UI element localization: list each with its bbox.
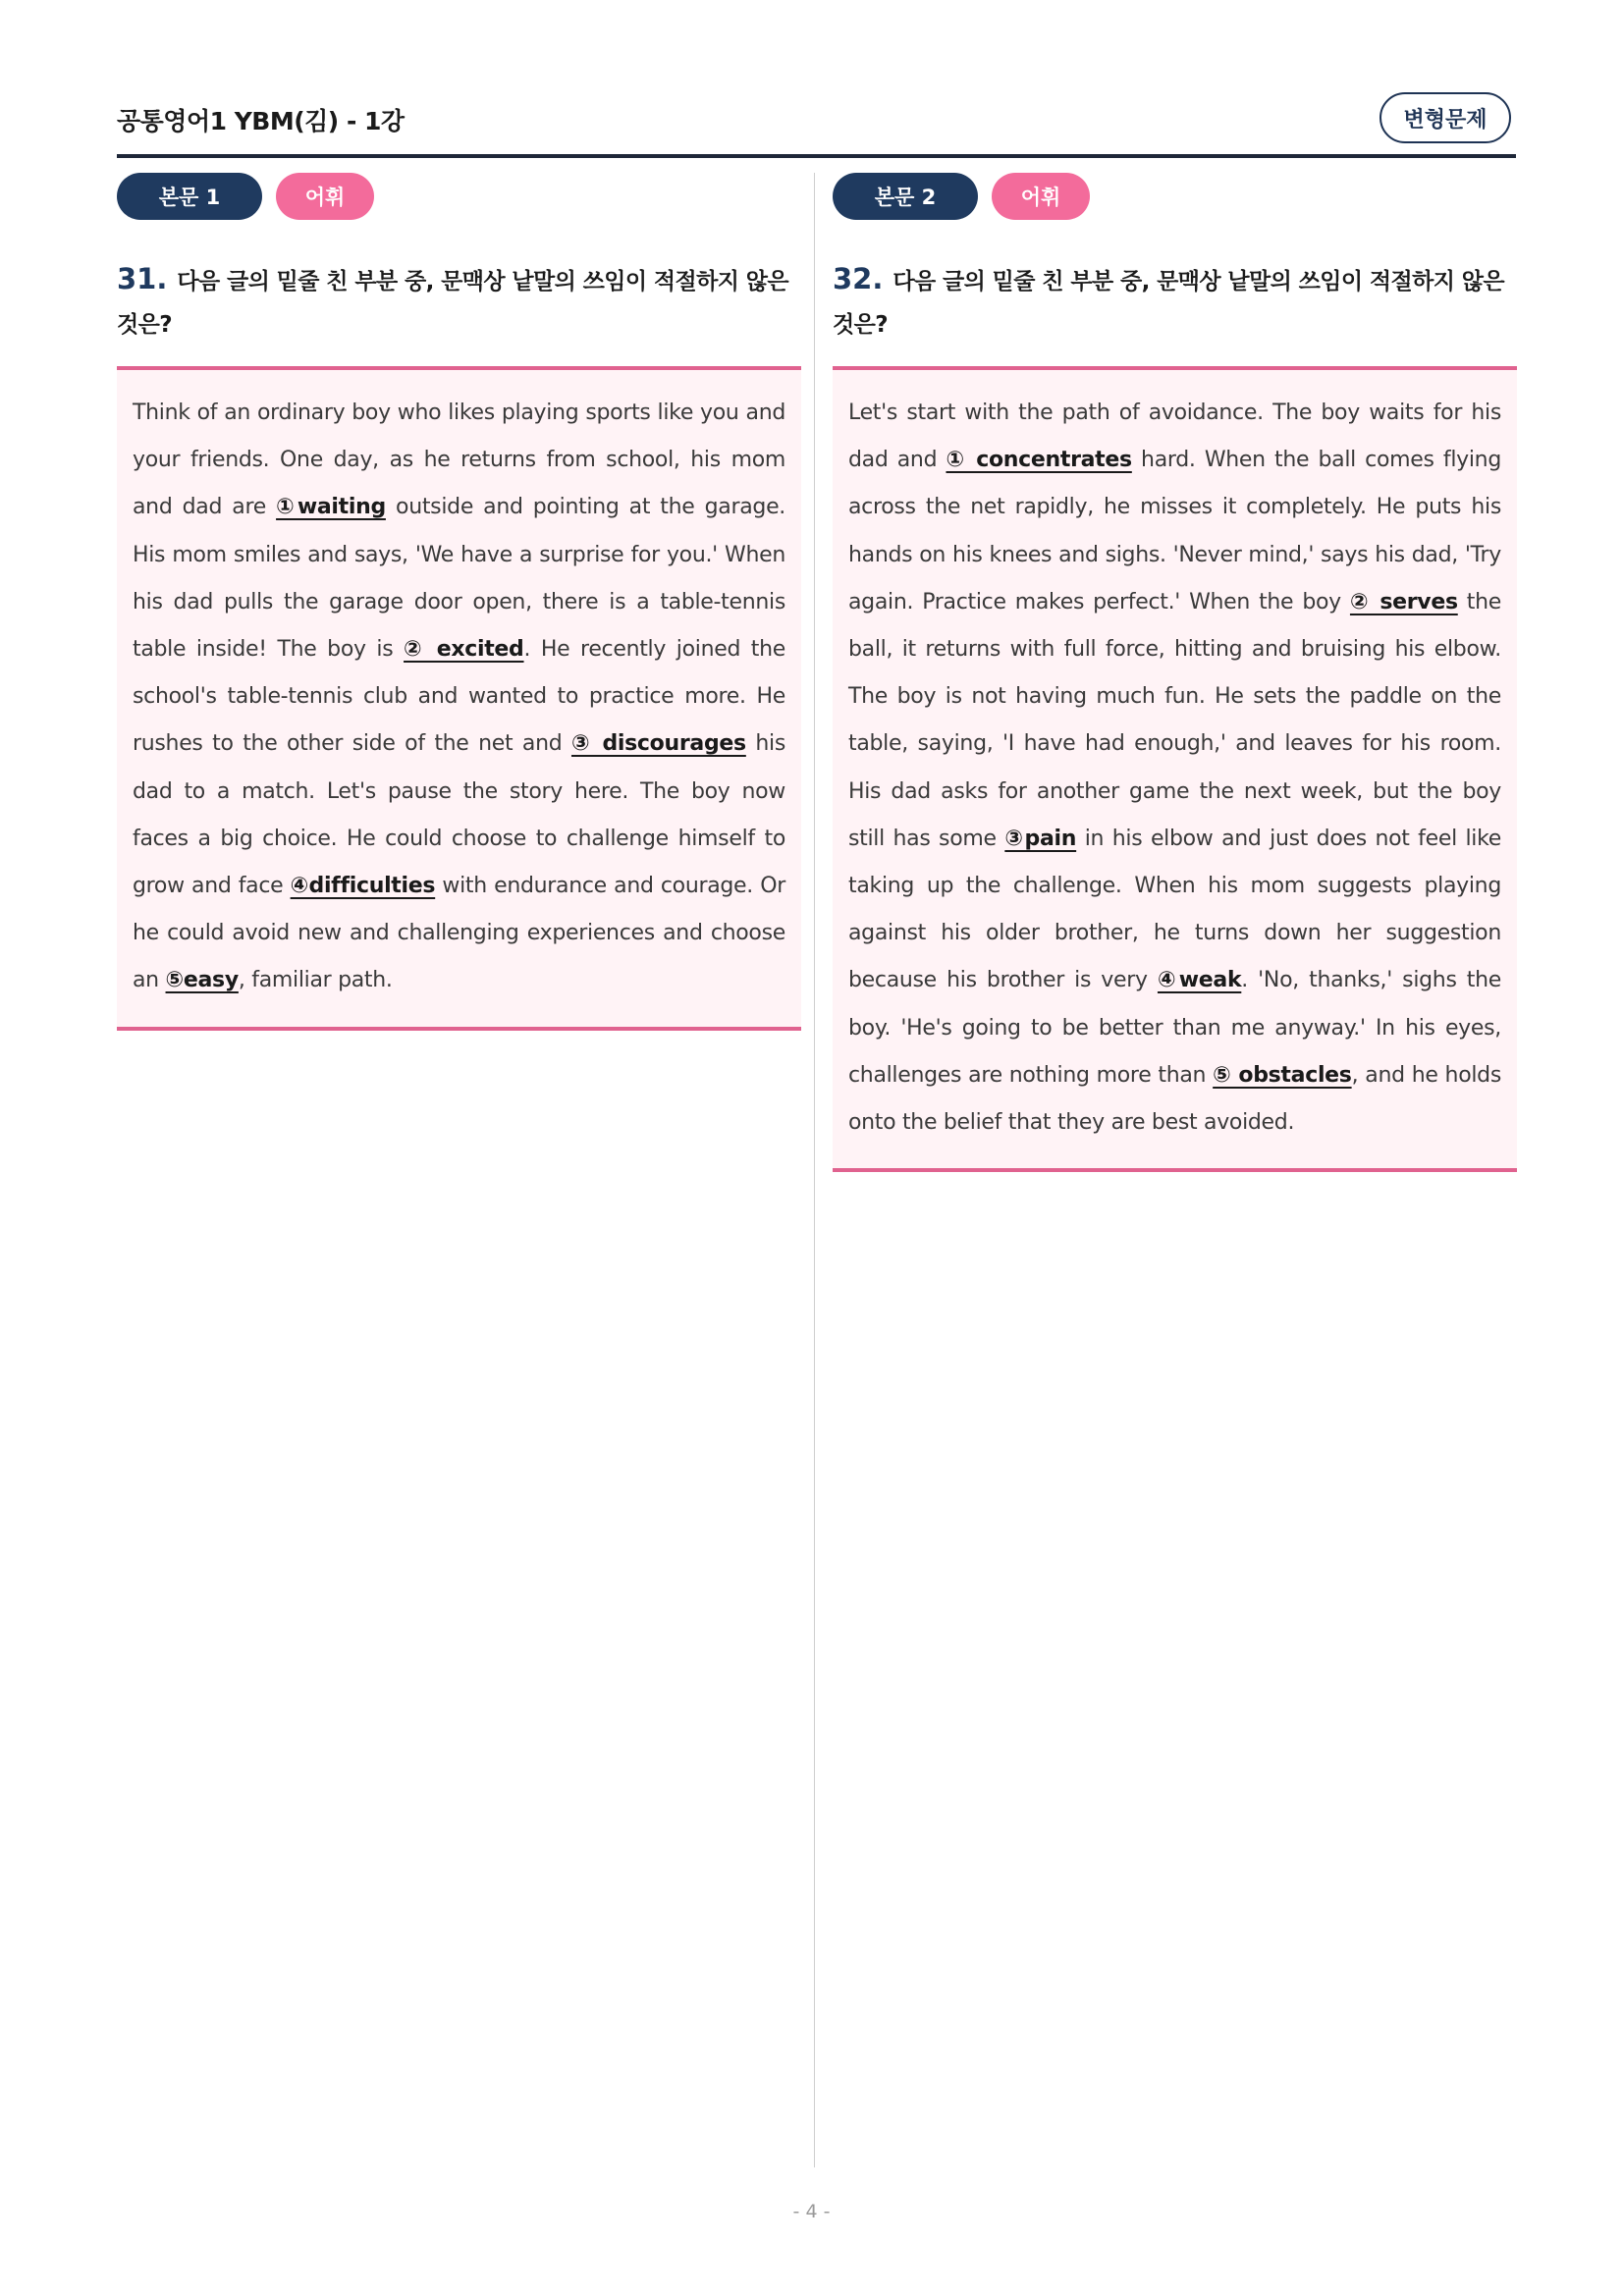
passage-run: in his elbow and just does not feel like taking up the challenge. When his mom suggests playing against his older brother, he turns down her suggestion because his brother is very xyxy=(848,826,1501,993)
passage-run: Let's start with the path of avoidance. The boy waits for his dad and xyxy=(848,400,1501,473)
underlined-choice: ② excited xyxy=(404,637,524,663)
question-32-column xyxy=(833,173,1517,1172)
underlined-choice: ①waiting xyxy=(276,495,386,520)
page-number: - 4 - xyxy=(792,2201,831,2222)
question-number: 31. xyxy=(117,262,168,295)
column-divider xyxy=(814,173,815,2167)
passage-run: , and he holds onto the belief that they are best avoided. xyxy=(848,1062,1501,1136)
passage-run: Think of an ordinary boy who likes playing sports like you and your friends. One day, as he returns from school, his mom and dad are xyxy=(133,400,785,520)
header-divider xyxy=(117,154,1516,158)
question-prompt xyxy=(833,257,1517,347)
underlined-choice: ⑤ obstacles xyxy=(1213,1062,1352,1088)
passage-tag: 본문 2 xyxy=(833,173,978,220)
passage-run: outside and pointing at the garage. His mom smiles and says, 'We have a surprise for you.' When his dad pulls the garage door open, there is a table-tennis table inside! The boy is xyxy=(133,495,785,663)
vocab-tag: 어휘 xyxy=(276,173,374,220)
passage-text xyxy=(133,390,785,1005)
tag-row xyxy=(833,173,1517,222)
passage-text xyxy=(848,390,1501,1147)
variant-badge: 변형문제 xyxy=(1380,92,1511,143)
underlined-choice: ④difficulties xyxy=(290,874,436,899)
underlined-choice: ① concentrates xyxy=(946,448,1132,473)
page-title: 공통영어1 YBM(김) - 1강 xyxy=(117,107,405,135)
vocab-tag: 어휘 xyxy=(992,173,1090,220)
passage-tag: 본문 1 xyxy=(117,173,262,220)
tag-row xyxy=(117,173,801,222)
question-31-column xyxy=(117,173,801,1031)
underlined-choice: ③pain xyxy=(1004,826,1077,851)
passage-run: his dad to a match. Let's pause the story here. The boy now faces a big choice. He could choose to challenge himself to grow and face xyxy=(133,731,786,899)
underlined-choice: ② serves xyxy=(1349,589,1458,614)
underlined-choice: ③ discourages xyxy=(570,731,746,757)
question-prompt xyxy=(117,257,801,347)
question-text: 다음 글의 밑줄 친 부분 중, 문맥상 낱말의 쓰임이 적절하지 않은 것은? xyxy=(117,269,789,338)
passage-run: the ball, it returns with full force, hitting and bruising his elbow. The boy is not having much fun. He sets the paddle on the table, saying, 'I have had enough,' and leaves for his room. His dad asks for another game the next week, but the boy still has some xyxy=(848,589,1501,851)
passage-box xyxy=(833,366,1517,1172)
passage-box xyxy=(117,366,801,1031)
passage-run: hard. When the ball comes flying across the net rapidly, he misses it completely. He puts his hands on his knees and sighs. 'Never mind,' says his dad, 'Try again. Practice makes perfect.' When the boy xyxy=(848,448,1501,614)
passage-run: , familiar path. xyxy=(238,968,393,993)
passage-run: with endurance and courage. Or he could avoid new and challenging experiences and choose an xyxy=(133,874,785,993)
passage-run: . 'No, thanks,' sighs the boy. 'He's going to be better than me anyway.' In his eyes, challenges are nothing more than xyxy=(848,968,1502,1088)
passage-run: . He recently joined the school's table-tennis club and wanted to practice more. He rushes to the other side of the net and xyxy=(133,637,785,757)
underlined-choice: ④weak xyxy=(1157,968,1242,993)
question-text: 다음 글의 밑줄 친 부분 중, 문맥상 낱말의 쓰임이 적절하지 않은 것은? xyxy=(833,269,1505,338)
underlined-choice: ⑤easy xyxy=(165,968,239,993)
question-number: 32. xyxy=(833,262,884,295)
